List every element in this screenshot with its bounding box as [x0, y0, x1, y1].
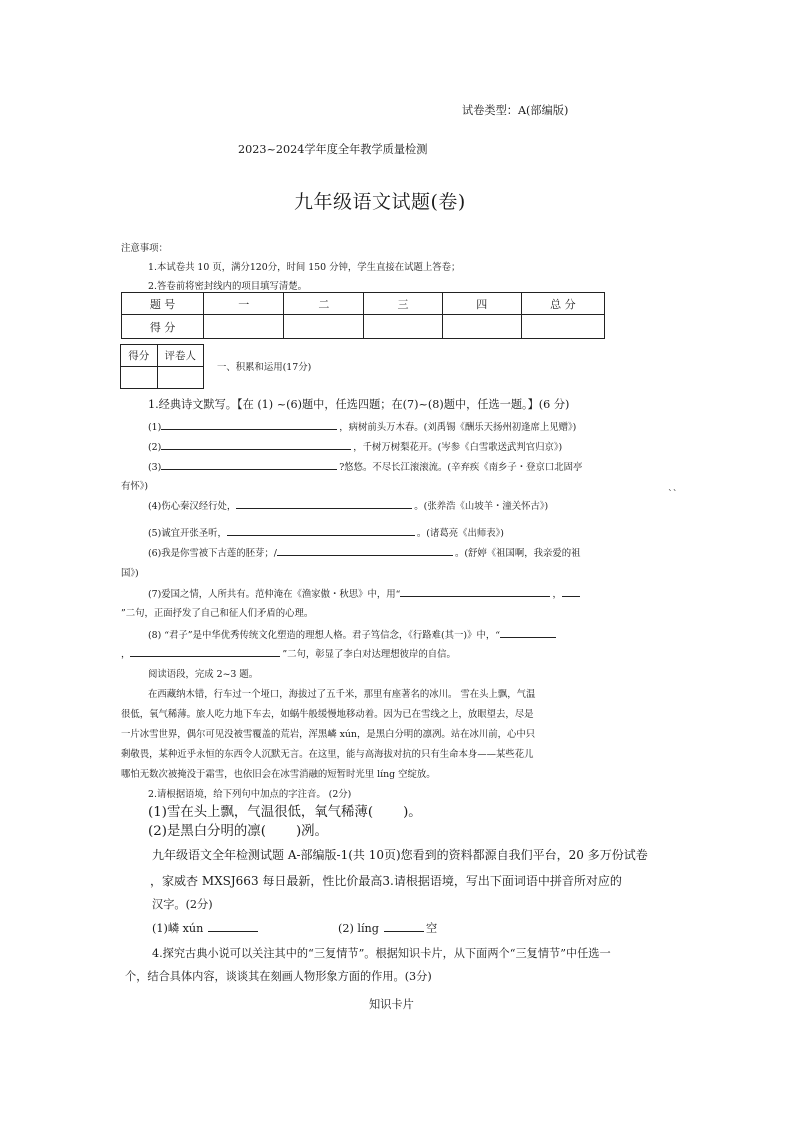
- grader-box-grader-cell[interactable]: [157, 367, 203, 389]
- score-table: [121, 292, 605, 339]
- item-text: ，: [552, 589, 562, 600]
- answer-blank[interactable]: [161, 419, 337, 430]
- answer-blank[interactable]: [161, 459, 337, 470]
- score-table-header-cell: 一: [204, 293, 284, 315]
- knowledge-card-title: 知识卡片: [369, 998, 414, 1011]
- footer-notice-line: 九年级语文全年检测试题 A-部编版-1(共 10页)您看到的资料都源自我们平台，20 多万份试卷: [152, 848, 648, 862]
- question-1-item-8: [148, 627, 558, 641]
- reading-line: 哪怕无数次被掩没于霜雪，也依旧会在冰雪消融的短暂时光里 líng 空绽放。: [121, 769, 436, 780]
- item-text: (4)伤心秦汉经行处，: [148, 501, 237, 512]
- answer-blank[interactable]: [130, 646, 280, 657]
- answer-blank[interactable]: [227, 525, 415, 536]
- item-text: 。(诸葛亮《出师表》): [416, 528, 504, 539]
- grader-box-score-cell[interactable]: [121, 367, 158, 389]
- question-3-item-2: [338, 920, 437, 936]
- item-text: ?悠悠。不尽长江滚滚流。(辛弃疾《南乡子・登京口北固亭: [339, 462, 583, 473]
- question-1-item-8-continued: [121, 646, 456, 660]
- exam-name: 2023~2024学年度全年教学质量检测: [238, 143, 428, 156]
- answer-blank[interactable]: [208, 921, 258, 932]
- item-number: (3): [148, 462, 162, 473]
- grader-box-grader-label: 评卷人: [157, 345, 203, 367]
- notice-item-2: 2.答卷前将密封线内的项目填写清楚。: [148, 281, 307, 292]
- question-1-item-3-continued: 有怀》): [121, 481, 149, 492]
- item-text: (7)爱国之情，人所共有。范仲淹在《渔家傲・秋思》中，用“: [148, 589, 401, 600]
- item-text: ，千树万树梨花开。(岑参《白雪歌送武判官归京》): [353, 442, 563, 453]
- question-4-line: 个，结合具体内容，谈谈其在刻画人物形象方面的作用。(3分): [125, 970, 432, 983]
- score-table-cell[interactable]: [204, 315, 284, 339]
- question-1-item-3: [148, 459, 582, 473]
- notice-item-1: 1.本试卷共 10 页，满分120分，时间 150 分钟，学生直接在试题上答卷；: [148, 262, 461, 273]
- item-number: (2): [148, 442, 162, 453]
- score-table-header-cell: 二: [284, 293, 364, 315]
- answer-blank[interactable]: [562, 586, 580, 597]
- item-text: 。(舒婷《祖国啊，我亲爱的祖: [454, 548, 581, 559]
- item-text: 空: [425, 922, 438, 935]
- score-table-header-cell: 三: [364, 293, 442, 315]
- question-1-item-2: [148, 439, 562, 453]
- item-text: (8) “君子”是中华优秀传统文化塑造的理想人格。君子笃信念，《行路难(其一)》中，“: [148, 630, 501, 641]
- answer-blank[interactable]: [400, 586, 550, 597]
- question-3-prompt-end: 汉字。(2分): [152, 898, 213, 911]
- question-1-item-7-continued: ”二句，正面抒发了自己和征人们矛盾的心理。: [121, 608, 314, 619]
- item-text: )冽。: [295, 824, 328, 839]
- item-text: (1)雪在头上飘，气温很低，氧气稀薄(: [148, 805, 374, 820]
- grader-box-score-label: 得分: [121, 345, 158, 367]
- score-table-header-cell: 总 分: [521, 293, 604, 315]
- reading-line: 在西藏纳木错，行车过一个垭口，海拔过了五千米，那里有座著名的冰川。 雪在头上飘，气温: [148, 689, 536, 700]
- question-1-item-7: [148, 586, 582, 600]
- question-2-item-2: [148, 820, 328, 839]
- item-text: )。: [403, 805, 422, 820]
- question-2-prompt: 2.请根据语境，给下列句中加点的字注音。 (2分): [148, 789, 352, 800]
- question-1-item-6-continued: 国》): [121, 568, 139, 579]
- footer-notice-line: ，家威杏 MXSJ663 每日最新，性比价最高3.请根据语境，写出下面词语中拼音所对应的: [150, 874, 622, 888]
- item-text: ，病树前头万木春。(刘禹锡《酬乐天扬州初逢席上见赠》): [339, 422, 577, 433]
- question-1-prompt: 1.经典诗文默写。【在 (1) ~(6)题中，任选四题；在(7)~(8)题中，任选一题。】(6 分): [148, 398, 570, 411]
- item-text: 。(张养浩《山坡羊・潼关怀古》): [414, 501, 549, 512]
- item-text: (2)是黑白分明的凛(: [148, 824, 266, 839]
- notice-heading: 注意事项：: [121, 243, 168, 254]
- item-text: ”二句，彰显了李白对达理想彼岸的自信。: [282, 649, 456, 660]
- question-2-item-1: [148, 801, 422, 820]
- question-4-line: 4.探究古典小说可以关注其中的“三复情节”。根据知识卡片，从下面两个“三复情节”中任选一: [152, 947, 611, 960]
- item-text: (2) líng: [338, 922, 379, 935]
- reading-intro: 阅读语段，完成 2~3 题。: [148, 669, 259, 680]
- question-1-item-4: [148, 498, 548, 512]
- question-1-item-5: [148, 525, 504, 539]
- score-table-cell[interactable]: [364, 315, 442, 339]
- answer-blank[interactable]: [500, 627, 556, 638]
- paper-type: 试卷类型：A(部编版): [462, 104, 569, 117]
- answer-blank[interactable]: [161, 439, 351, 450]
- item-text: (6)我是你雪被下古莲的胚芽；/: [148, 548, 277, 559]
- answer-blank[interactable]: [277, 545, 453, 556]
- score-table-row-label: 得 分: [122, 315, 204, 339]
- question-1-item-6: [148, 545, 581, 559]
- margin-mark: ``: [668, 489, 678, 500]
- item-text: ，: [121, 649, 131, 660]
- reading-line: 很低，氧气稀薄。旅人吃力地下车去，如蜗牛般缓慢地移动着。因为已在雪线之上，放眼望去，尽是: [121, 709, 534, 720]
- page-title: 九年级语文试题(卷): [294, 191, 466, 213]
- question-3-item-1: [152, 920, 260, 936]
- item-number: (1): [148, 422, 162, 433]
- section-heading: 一、积累和运用(17分): [217, 362, 312, 373]
- item-text: (1)嶙 xún: [152, 922, 204, 935]
- item-text: (5)诚宜开张圣听，: [148, 528, 227, 539]
- answer-blank[interactable]: [236, 498, 412, 509]
- grader-box: [120, 344, 204, 389]
- reading-line: 剩敬畏，某种近乎永恒的东西令人沉默无言。在这里，能与高海拔对抗的只有生命本身——某些花儿: [121, 749, 534, 760]
- question-1-item-1: [148, 419, 576, 433]
- score-table-cell[interactable]: [442, 315, 521, 339]
- answer-blank[interactable]: [384, 921, 424, 932]
- score-table-header-cell: 题 号: [122, 293, 204, 315]
- score-table-header-cell: 四: [442, 293, 521, 315]
- score-table-cell[interactable]: [521, 315, 604, 339]
- reading-line: 一片冰雪世界，偶尔可见没被雪覆盖的荒岩，浑黑嶙 xún，是黑白分明的凛冽。站在冰川前，心中只: [121, 729, 536, 740]
- score-table-cell[interactable]: [284, 315, 364, 339]
